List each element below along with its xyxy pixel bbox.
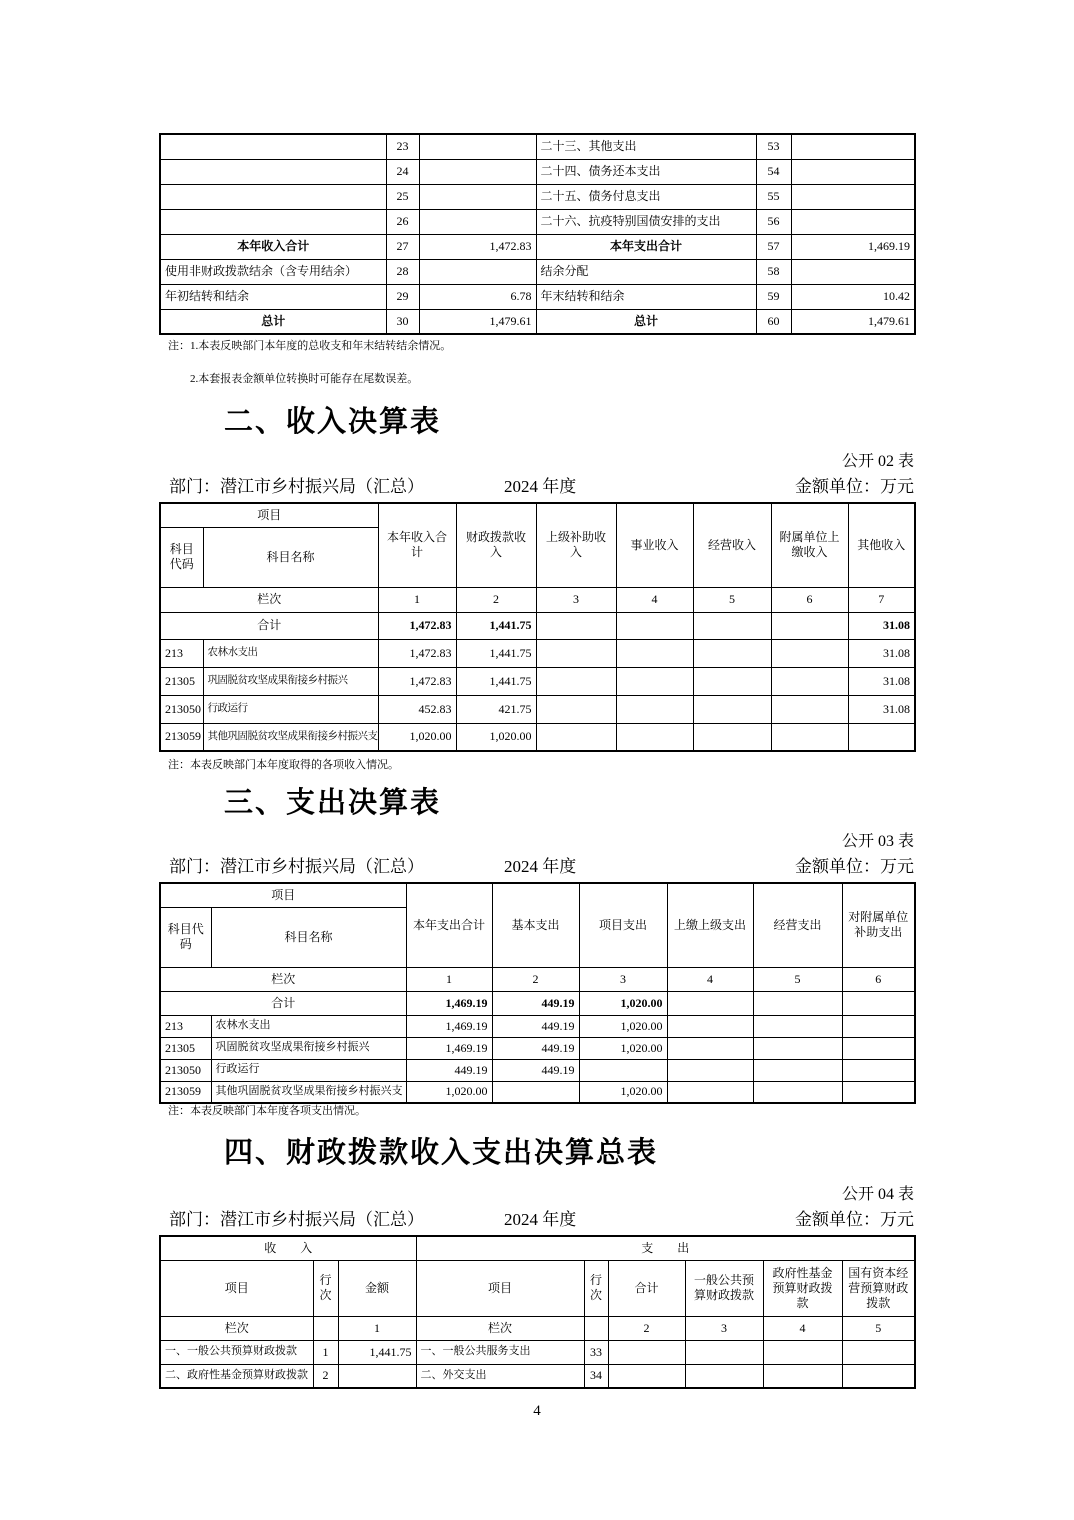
data-row [160, 1037, 915, 1059]
income-line-cell: 30 [386, 309, 419, 334]
lanci-cell: 7 [848, 587, 915, 612]
expense-amount-cell: 1,469.19 [791, 234, 915, 259]
value-cell [848, 723, 915, 751]
expense-line-cell: 58 [756, 259, 791, 284]
expense-amount-cell [791, 159, 915, 184]
income-amount-cell [419, 159, 536, 184]
lanci-row [160, 967, 915, 991]
expense-item-cell: 二十五、债务付息支出 [536, 184, 756, 209]
data-row [160, 695, 915, 723]
column-header-cell: 其他收入 [848, 503, 915, 587]
total-value-cell [771, 612, 848, 639]
income-line-cell: 24 [386, 159, 419, 184]
value-cell: 1,020.00 [378, 723, 456, 751]
data-row [160, 1364, 915, 1388]
value-cell [771, 667, 848, 695]
column-header-cell: 经营支出 [753, 883, 842, 967]
column-header-cell: 对附属单位补助支出 [842, 883, 915, 967]
expense-item-cell: 一、一般公共服务支出 [416, 1340, 584, 1364]
lanci-label-cell: 栏次 [160, 587, 378, 612]
lanci-row [160, 587, 915, 612]
gov-fund-header-cell: 政府性基金预算财政拨款 [763, 1260, 842, 1316]
name-cell: 其他巩固脱贫攻坚成果衔接乡村振兴支 [211, 1081, 406, 1103]
expense-item-cell: 总计 [536, 309, 756, 334]
expense-line-cell: 60 [756, 309, 791, 334]
state-capital-header-cell: 国有资本经营预算财政拨款 [842, 1260, 915, 1316]
total-value-cell [667, 991, 753, 1015]
table-row [160, 284, 915, 309]
income-line-cell: 26 [386, 209, 419, 234]
value-cell [536, 667, 616, 695]
total-value-cell: 449.19 [492, 991, 579, 1015]
page-number: 4 [533, 1403, 541, 1419]
capital-value-cell [842, 1364, 915, 1388]
expense-line-cell: 53 [756, 134, 791, 159]
data-row [160, 667, 915, 695]
expense-group-header: 支 出 [416, 1236, 915, 1260]
public-table-04-label: 公开 04 表 [841, 1186, 914, 1203]
data-row [160, 639, 915, 667]
table-row-total-year [160, 234, 915, 259]
total-value-cell [616, 612, 693, 639]
expense-amount-cell [791, 209, 915, 234]
carryover-note-2: 2.本套报表金额单位转换时可能存在尾数误差。 [190, 373, 419, 385]
income-item-cell [160, 184, 386, 209]
year-label: 2024 年度 [504, 857, 577, 876]
general-budget-header-cell: 一般公共预算财政拨款 [685, 1260, 763, 1316]
expense-item-cell: 结余分配 [536, 259, 756, 284]
expense-amount-cell: 1,479.61 [791, 309, 915, 334]
code-header-cell: 科目代码 [160, 907, 211, 967]
carryover-note-1: 注：1.本表反映部门本年度的总收支和年末结转结余情况。 [168, 340, 452, 352]
income-item-cell: 年初结转和结余 [160, 284, 386, 309]
name-cell: 农林水支出 [211, 1015, 406, 1037]
expense-note: 注：本表反映部门本年度各项支出情况。 [168, 1105, 366, 1117]
value-cell: 1,020.00 [579, 1081, 667, 1103]
table-row [160, 184, 915, 209]
column-header-cell: 财政拨款收入 [456, 503, 536, 587]
total-value-cell [842, 991, 915, 1015]
value-cell: 452.83 [378, 695, 456, 723]
total-header-cell: 合计 [608, 1260, 685, 1316]
lanci-label-cell: 栏次 [160, 1316, 313, 1340]
expense-item-cell: 二十三、其他支出 [536, 134, 756, 159]
total-label-cell: 合计 [160, 612, 378, 639]
value-cell [536, 723, 616, 751]
value-cell [536, 695, 616, 723]
unit-label: 金额单位：万元 [795, 477, 914, 496]
value-cell [667, 1037, 753, 1059]
income-item-cell: 总计 [160, 309, 386, 334]
income-line-cell: 25 [386, 184, 419, 209]
lanci-cell: 6 [842, 967, 915, 991]
value-cell [771, 723, 848, 751]
value-cell [842, 1059, 915, 1081]
total-value-cell [753, 991, 842, 1015]
value-cell [771, 639, 848, 667]
value-cell: 1,441.75 [456, 639, 536, 667]
income-group-header: 收 入 [160, 1236, 416, 1260]
value-cell [842, 1015, 915, 1037]
code-cell: 213059 [160, 723, 203, 751]
value-cell: 31.08 [848, 667, 915, 695]
lanci-cell: 1 [406, 967, 492, 991]
income-line-cell: 28 [386, 259, 419, 284]
total-value-cell [693, 612, 771, 639]
value-cell: 421.75 [456, 695, 536, 723]
header-row [160, 503, 915, 527]
lanci-cell: 2 [608, 1316, 685, 1340]
lanci-empty-cell [584, 1316, 608, 1340]
column-header-cell: 基本支出 [492, 883, 579, 967]
value-cell [492, 1081, 579, 1103]
income-item-cell: 本年收入合计 [160, 234, 386, 259]
income-amount-cell [419, 134, 536, 159]
code-cell: 213 [160, 639, 203, 667]
value-cell: 449.19 [492, 1037, 579, 1059]
value-cell [753, 1059, 842, 1081]
income-amount-cell: 1,472.83 [419, 234, 536, 259]
column-header-cell: 事业收入 [616, 503, 693, 587]
lanci-label-cell: 栏次 [160, 967, 406, 991]
expense-dept-line [159, 852, 914, 874]
expense-item-cell: 二十六、抗疫特别国债安排的支出 [536, 209, 756, 234]
total-value-cell: 1,020.00 [579, 991, 667, 1015]
income-item-cell [160, 134, 386, 159]
lanci-cell: 6 [771, 587, 848, 612]
expense-line-cell: 54 [756, 159, 791, 184]
value-cell [667, 1059, 753, 1081]
income-line-cell: 2 [313, 1364, 338, 1388]
lanci-cell: 1 [338, 1316, 416, 1340]
total-value-cell [536, 612, 616, 639]
lanci-empty-cell [313, 1316, 338, 1340]
table-row [160, 159, 915, 184]
year-label: 2024 年度 [504, 477, 577, 496]
expense-item-cell: 年末结转和结余 [536, 284, 756, 309]
income-line-cell: 1 [313, 1340, 338, 1364]
income-line-cell: 27 [386, 234, 419, 259]
expense-amount-cell [791, 259, 915, 284]
lanci-cell: 3 [536, 587, 616, 612]
item-header-cell: 项目 [160, 503, 378, 527]
name-cell: 其他巩固脱贫攻坚成果衔接乡村振兴支 [203, 723, 378, 751]
public-table-03-label: 公开 03 表 [841, 833, 914, 850]
value-cell [616, 667, 693, 695]
data-row [160, 1081, 915, 1103]
value-cell: 31.08 [848, 695, 915, 723]
name-header-cell: 科目名称 [211, 907, 406, 967]
value-cell: 449.19 [492, 1015, 579, 1037]
value-cell: 1,469.19 [406, 1015, 492, 1037]
value-cell [753, 1015, 842, 1037]
unit-label: 金额单位：万元 [795, 1210, 914, 1229]
value-cell [616, 723, 693, 751]
lanci-cell: 3 [579, 967, 667, 991]
name-cell: 农林水支出 [203, 639, 378, 667]
lanci-label-cell: 栏次 [416, 1316, 584, 1340]
table-row [160, 209, 915, 234]
value-cell: 449.19 [492, 1059, 579, 1081]
value-cell [771, 695, 848, 723]
income-amount-cell [419, 209, 536, 234]
lanci-cell: 1 [378, 587, 456, 612]
item-header-cell: 项目 [160, 1260, 313, 1316]
income-table [159, 502, 916, 752]
table-row [160, 134, 915, 159]
lanci-cell: 4 [667, 967, 753, 991]
expense-line-cell: 55 [756, 184, 791, 209]
expense-line-cell: 57 [756, 234, 791, 259]
lanci-cell: 4 [763, 1316, 842, 1340]
income-item-cell: 使用非财政拨款结余（含专用结余） [160, 259, 386, 284]
expense-item-cell: 二、外交支出 [416, 1364, 584, 1388]
value-cell: 1,020.00 [579, 1015, 667, 1037]
lanci-cell: 5 [753, 967, 842, 991]
code-cell: 21305 [160, 667, 203, 695]
income-item-cell: 二、政府性基金预算财政拨款 [160, 1364, 313, 1388]
value-cell [616, 639, 693, 667]
column-header-cell: 本年支出合计 [406, 883, 492, 967]
income-amount-cell: 1,479.61 [419, 309, 536, 334]
table-row-grand-total [160, 309, 915, 334]
value-cell: 1,441.75 [456, 667, 536, 695]
lanci-cell: 4 [616, 587, 693, 612]
income-amount-cell [419, 259, 536, 284]
item-header-cell: 项目 [160, 883, 406, 907]
code-header-cell: 科目代码 [160, 527, 203, 587]
column-header-cell: 项目支出 [579, 883, 667, 967]
code-cell: 213 [160, 1015, 211, 1037]
group-header-row [160, 1236, 915, 1260]
value-cell: 1,020.00 [456, 723, 536, 751]
column-header-cell: 附属单位上缴收入 [771, 503, 848, 587]
value-cell: 31.08 [848, 639, 915, 667]
income-item-cell [160, 159, 386, 184]
department-label: 部门：潜江市乡村振兴局（汇总） [169, 857, 424, 876]
header-row [160, 883, 915, 907]
value-cell: 1,020.00 [406, 1081, 492, 1103]
expense-amount-cell: 10.42 [791, 284, 915, 309]
name-cell: 巩固脱贫攻坚成果衔接乡村振兴 [211, 1037, 406, 1059]
department-label: 部门：潜江市乡村振兴局（汇总） [169, 477, 424, 496]
item-header-cell: 项目 [416, 1260, 584, 1316]
expense-item-cell: 二十四、债务还本支出 [536, 159, 756, 184]
expense-line-cell: 33 [584, 1340, 608, 1364]
income-item-cell [160, 209, 386, 234]
lanci-row [160, 1316, 915, 1340]
value-cell: 1,472.83 [378, 639, 456, 667]
value-cell: 1,469.19 [406, 1037, 492, 1059]
value-cell [536, 639, 616, 667]
year-label: 2024 年度 [504, 1210, 577, 1229]
value-cell [842, 1037, 915, 1059]
lanci-cell: 5 [842, 1316, 915, 1340]
line-header-cell: 行次 [313, 1260, 338, 1316]
total-value-cell: 1,469.19 [406, 991, 492, 1015]
income-note: 注：本表反映部门本年度取得的各项收入情况。 [168, 759, 399, 771]
value-cell [616, 695, 693, 723]
fund-value-cell [763, 1364, 842, 1388]
total-value-cell [608, 1364, 685, 1388]
code-cell: 21305 [160, 1037, 211, 1059]
expense-section-title: 三、支出决算表 [224, 787, 442, 819]
amount-header-cell: 金额 [338, 1260, 416, 1316]
general-value-cell [685, 1364, 763, 1388]
income-amount-cell: 1,441.75 [338, 1340, 416, 1364]
value-cell [693, 723, 771, 751]
value-cell [753, 1037, 842, 1059]
income-dept-line [159, 472, 914, 494]
data-row [160, 723, 915, 751]
value-cell [693, 667, 771, 695]
total-value-cell: 1,441.75 [456, 612, 536, 639]
code-cell: 213050 [160, 1059, 211, 1081]
column-header-cell: 本年收入合计 [378, 503, 456, 587]
total-label-cell: 合计 [160, 991, 406, 1015]
income-amount-cell: 6.78 [419, 284, 536, 309]
name-cell: 行政运行 [211, 1059, 406, 1081]
header-row [160, 1260, 915, 1316]
name-header-cell: 科目名称 [203, 527, 378, 587]
income-line-cell: 29 [386, 284, 419, 309]
expense-line-cell: 34 [584, 1364, 608, 1388]
column-header-cell: 上缴上级支出 [667, 883, 753, 967]
expense-amount-cell [791, 184, 915, 209]
lanci-cell: 2 [492, 967, 579, 991]
total-value-cell: 1,472.83 [378, 612, 456, 639]
total-row [160, 991, 915, 1015]
value-cell: 1,020.00 [579, 1037, 667, 1059]
value-cell: 449.19 [406, 1059, 492, 1081]
expense-line-cell: 56 [756, 209, 791, 234]
appropriation-section-title: 四、财政拨款收入支出决算总表 [224, 1137, 659, 1169]
name-cell: 巩固脱贫攻坚成果衔接乡村振兴 [203, 667, 378, 695]
value-cell [842, 1081, 915, 1103]
value-cell [667, 1081, 753, 1103]
appropriation-table [159, 1235, 916, 1389]
value-cell [693, 695, 771, 723]
total-value-cell: 31.08 [848, 612, 915, 639]
expense-table [159, 882, 916, 1104]
value-cell: 1,472.83 [378, 667, 456, 695]
total-value-cell [608, 1340, 685, 1364]
data-row [160, 1340, 915, 1364]
name-cell: 行政运行 [203, 695, 378, 723]
column-header-cell: 上级补助收入 [536, 503, 616, 587]
lanci-cell: 5 [693, 587, 771, 612]
income-amount-cell [338, 1364, 416, 1388]
income-item-cell: 一、一般公共预算财政拨款 [160, 1340, 313, 1364]
value-cell [579, 1059, 667, 1081]
value-cell [753, 1081, 842, 1103]
line-header-cell: 行次 [584, 1260, 608, 1316]
data-row [160, 1059, 915, 1081]
general-value-cell [685, 1340, 763, 1364]
code-cell: 213059 [160, 1081, 211, 1103]
lanci-cell: 2 [456, 587, 536, 612]
code-cell: 213050 [160, 695, 203, 723]
income-line-cell: 23 [386, 134, 419, 159]
table-row [160, 259, 915, 284]
income-section-title: 二、收入决算表 [224, 406, 442, 438]
unit-label: 金额单位：万元 [795, 857, 914, 876]
appropriation-dept-line [159, 1205, 914, 1227]
expense-item-cell: 本年支出合计 [536, 234, 756, 259]
income-amount-cell [419, 184, 536, 209]
capital-value-cell [842, 1340, 915, 1364]
expense-amount-cell [791, 134, 915, 159]
data-row [160, 1015, 915, 1037]
carryover-table [159, 133, 916, 335]
fund-value-cell [763, 1340, 842, 1364]
column-header-cell: 经营收入 [693, 503, 771, 587]
expense-line-cell: 59 [756, 284, 791, 309]
total-row [160, 612, 915, 639]
public-table-02-label: 公开 02 表 [841, 453, 914, 470]
department-label: 部门：潜江市乡村振兴局（汇总） [169, 1210, 424, 1229]
value-cell [667, 1015, 753, 1037]
lanci-cell: 3 [685, 1316, 763, 1340]
value-cell [693, 639, 771, 667]
